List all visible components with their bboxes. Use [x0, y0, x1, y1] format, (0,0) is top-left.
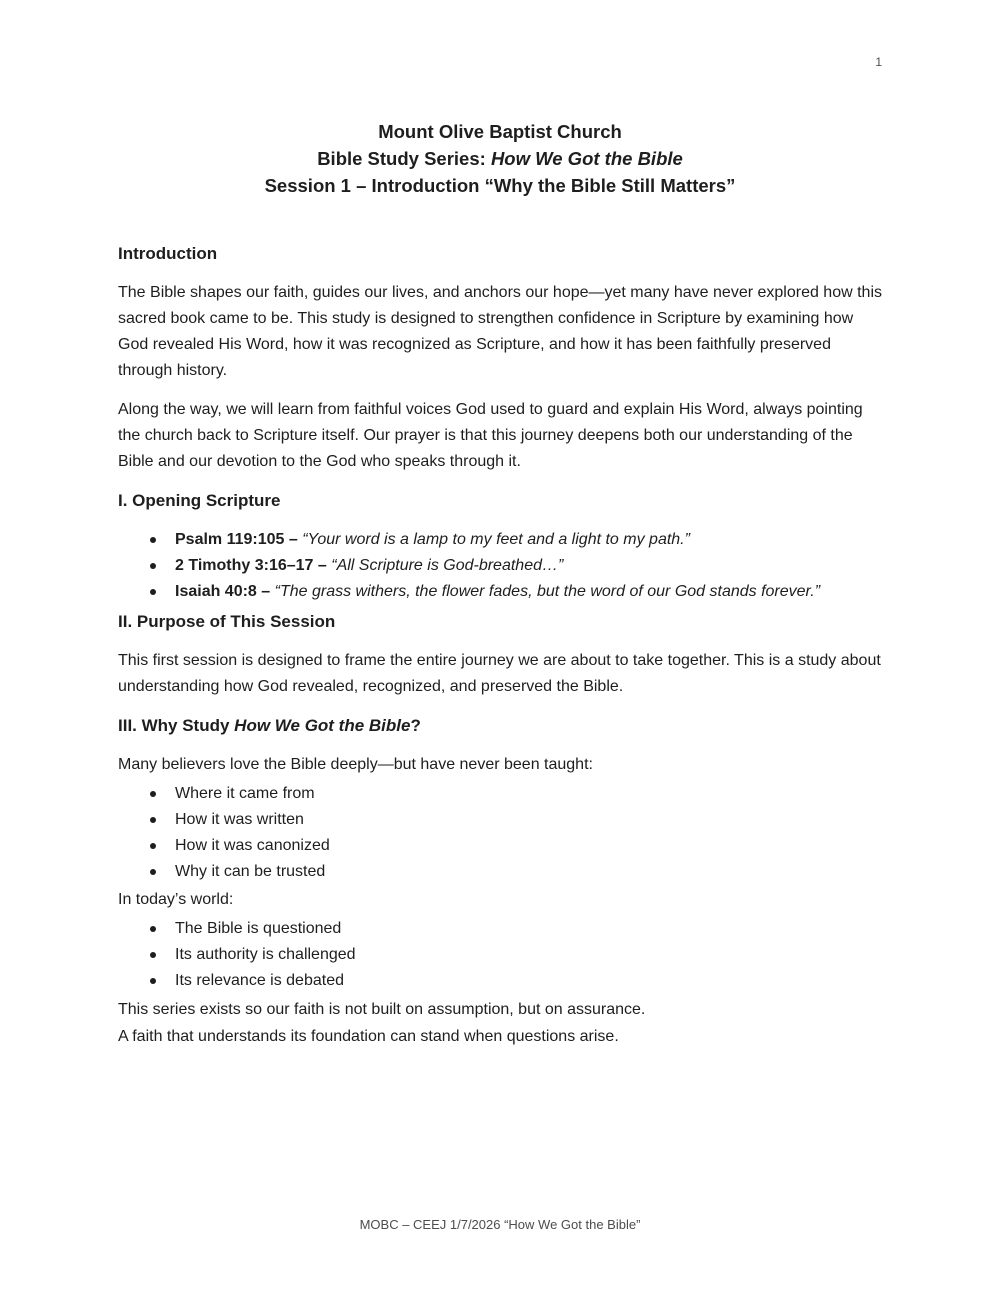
scripture-quote: “Your word is a lamp to my feet and a light to my path.” — [302, 531, 690, 548]
heading-why-study-prefix: III. Why Study — [118, 716, 235, 735]
todays-world-list — [118, 916, 882, 994]
purpose-paragraph: This first session is designed to frame the entire journey we are about to take together. This is a study about understanding how God revealed, recognized, and preserved the Bible. — [118, 652, 881, 695]
title-line-2-series-name: How We Got the Bible — [490, 148, 683, 169]
page-number: 1 — [875, 55, 882, 69]
bullet-icon — [150, 537, 156, 543]
bullet-icon — [150, 952, 156, 958]
bullet-icon — [150, 843, 156, 849]
scripture-list — [118, 527, 882, 605]
bullet-icon — [150, 926, 156, 932]
scripture-item — [118, 527, 882, 553]
list-item-label: How it was canonized — [175, 837, 330, 854]
heading-why-study-series-name: How We Got the Bible — [234, 716, 411, 735]
bullet-icon — [150, 563, 156, 569]
list-item — [118, 781, 882, 807]
scripture-quote: “The grass withers, the flower fades, but the word of our God stands forever.” — [274, 583, 821, 600]
closing-line-2: A faith that understands its foundation can stand when questions arise. — [118, 1028, 619, 1045]
list-item-label: Why it can be trusted — [175, 863, 326, 880]
scripture-item — [118, 579, 882, 605]
heading-why-study-suffix: ? — [410, 716, 421, 735]
bullet-icon — [150, 869, 156, 875]
bullet-icon — [150, 589, 156, 595]
list-item-label: Its authority is challenged — [175, 946, 356, 963]
title-line-2-prefix: Bible Study Series: — [317, 148, 491, 169]
heading-purpose: II. Purpose of This Session — [118, 612, 336, 631]
list-item — [118, 916, 882, 942]
list-item — [118, 833, 882, 859]
heading-introduction: Introduction — [118, 244, 218, 263]
bullet-icon — [150, 817, 156, 823]
list-item-label: Its relevance is debated — [175, 972, 344, 989]
todays-world-lead: In today’s world: — [118, 891, 234, 908]
scripture-quote: “All Scripture is God-breathed…” — [331, 557, 564, 574]
never-taught-list — [118, 781, 882, 885]
intro-paragraph-2: Along the way, we will learn from faithful voices God used to guard and explain His Word, always pointing the church back to Scripture itself. Our prayer is that this journey deepens both our understanding of the Bible and our devotion to the God who speaks through it. — [118, 401, 863, 470]
closing-statements — [118, 996, 882, 1050]
list-item — [118, 859, 882, 885]
list-item-label: Where it came from — [175, 785, 315, 802]
list-item-label: The Bible is questioned — [175, 920, 342, 937]
scripture-ref: 2 Timothy 3:16–17 – — [175, 557, 332, 574]
document-body — [118, 118, 882, 1050]
document-title — [118, 118, 882, 199]
footer-text: MOBC – CEEJ 1/7/2026 “How We Got the Bible” — [359, 1217, 641, 1232]
bullet-icon — [150, 791, 156, 797]
scripture-item — [118, 553, 882, 579]
title-line-2 — [118, 145, 882, 172]
list-item — [118, 807, 882, 833]
heading-opening-scripture: I. Opening Scripture — [118, 491, 281, 510]
scripture-ref: Isaiah 40:8 – — [175, 583, 275, 600]
intro-paragraph-1: The Bible shapes our faith, guides our lives, and anchors our hope—yet many have never explored how this sacred book came to be. This study is designed to strengthen confidence in Scripture by examining how God revealed His Word, how it was recognized as Scripture, and how it has been faithfully preserved through history. — [118, 284, 882, 379]
title-line-3: Session 1 – Introduction “Why the Bible Still Matters” — [264, 175, 736, 196]
list-item-label: How it was written — [175, 811, 304, 828]
list-item — [118, 968, 882, 994]
bullet-icon — [150, 978, 156, 984]
list-item — [118, 942, 882, 968]
title-line-1: Mount Olive Baptist Church — [378, 121, 622, 142]
heading-why-study — [118, 715, 882, 737]
scripture-ref: Psalm 119:105 – — [175, 531, 303, 548]
closing-line-1: This series exists so our faith is not built on assumption, but on assurance. — [118, 1001, 646, 1018]
never-taught-lead: Many believers love the Bible deeply—but have never been taught: — [118, 756, 593, 773]
